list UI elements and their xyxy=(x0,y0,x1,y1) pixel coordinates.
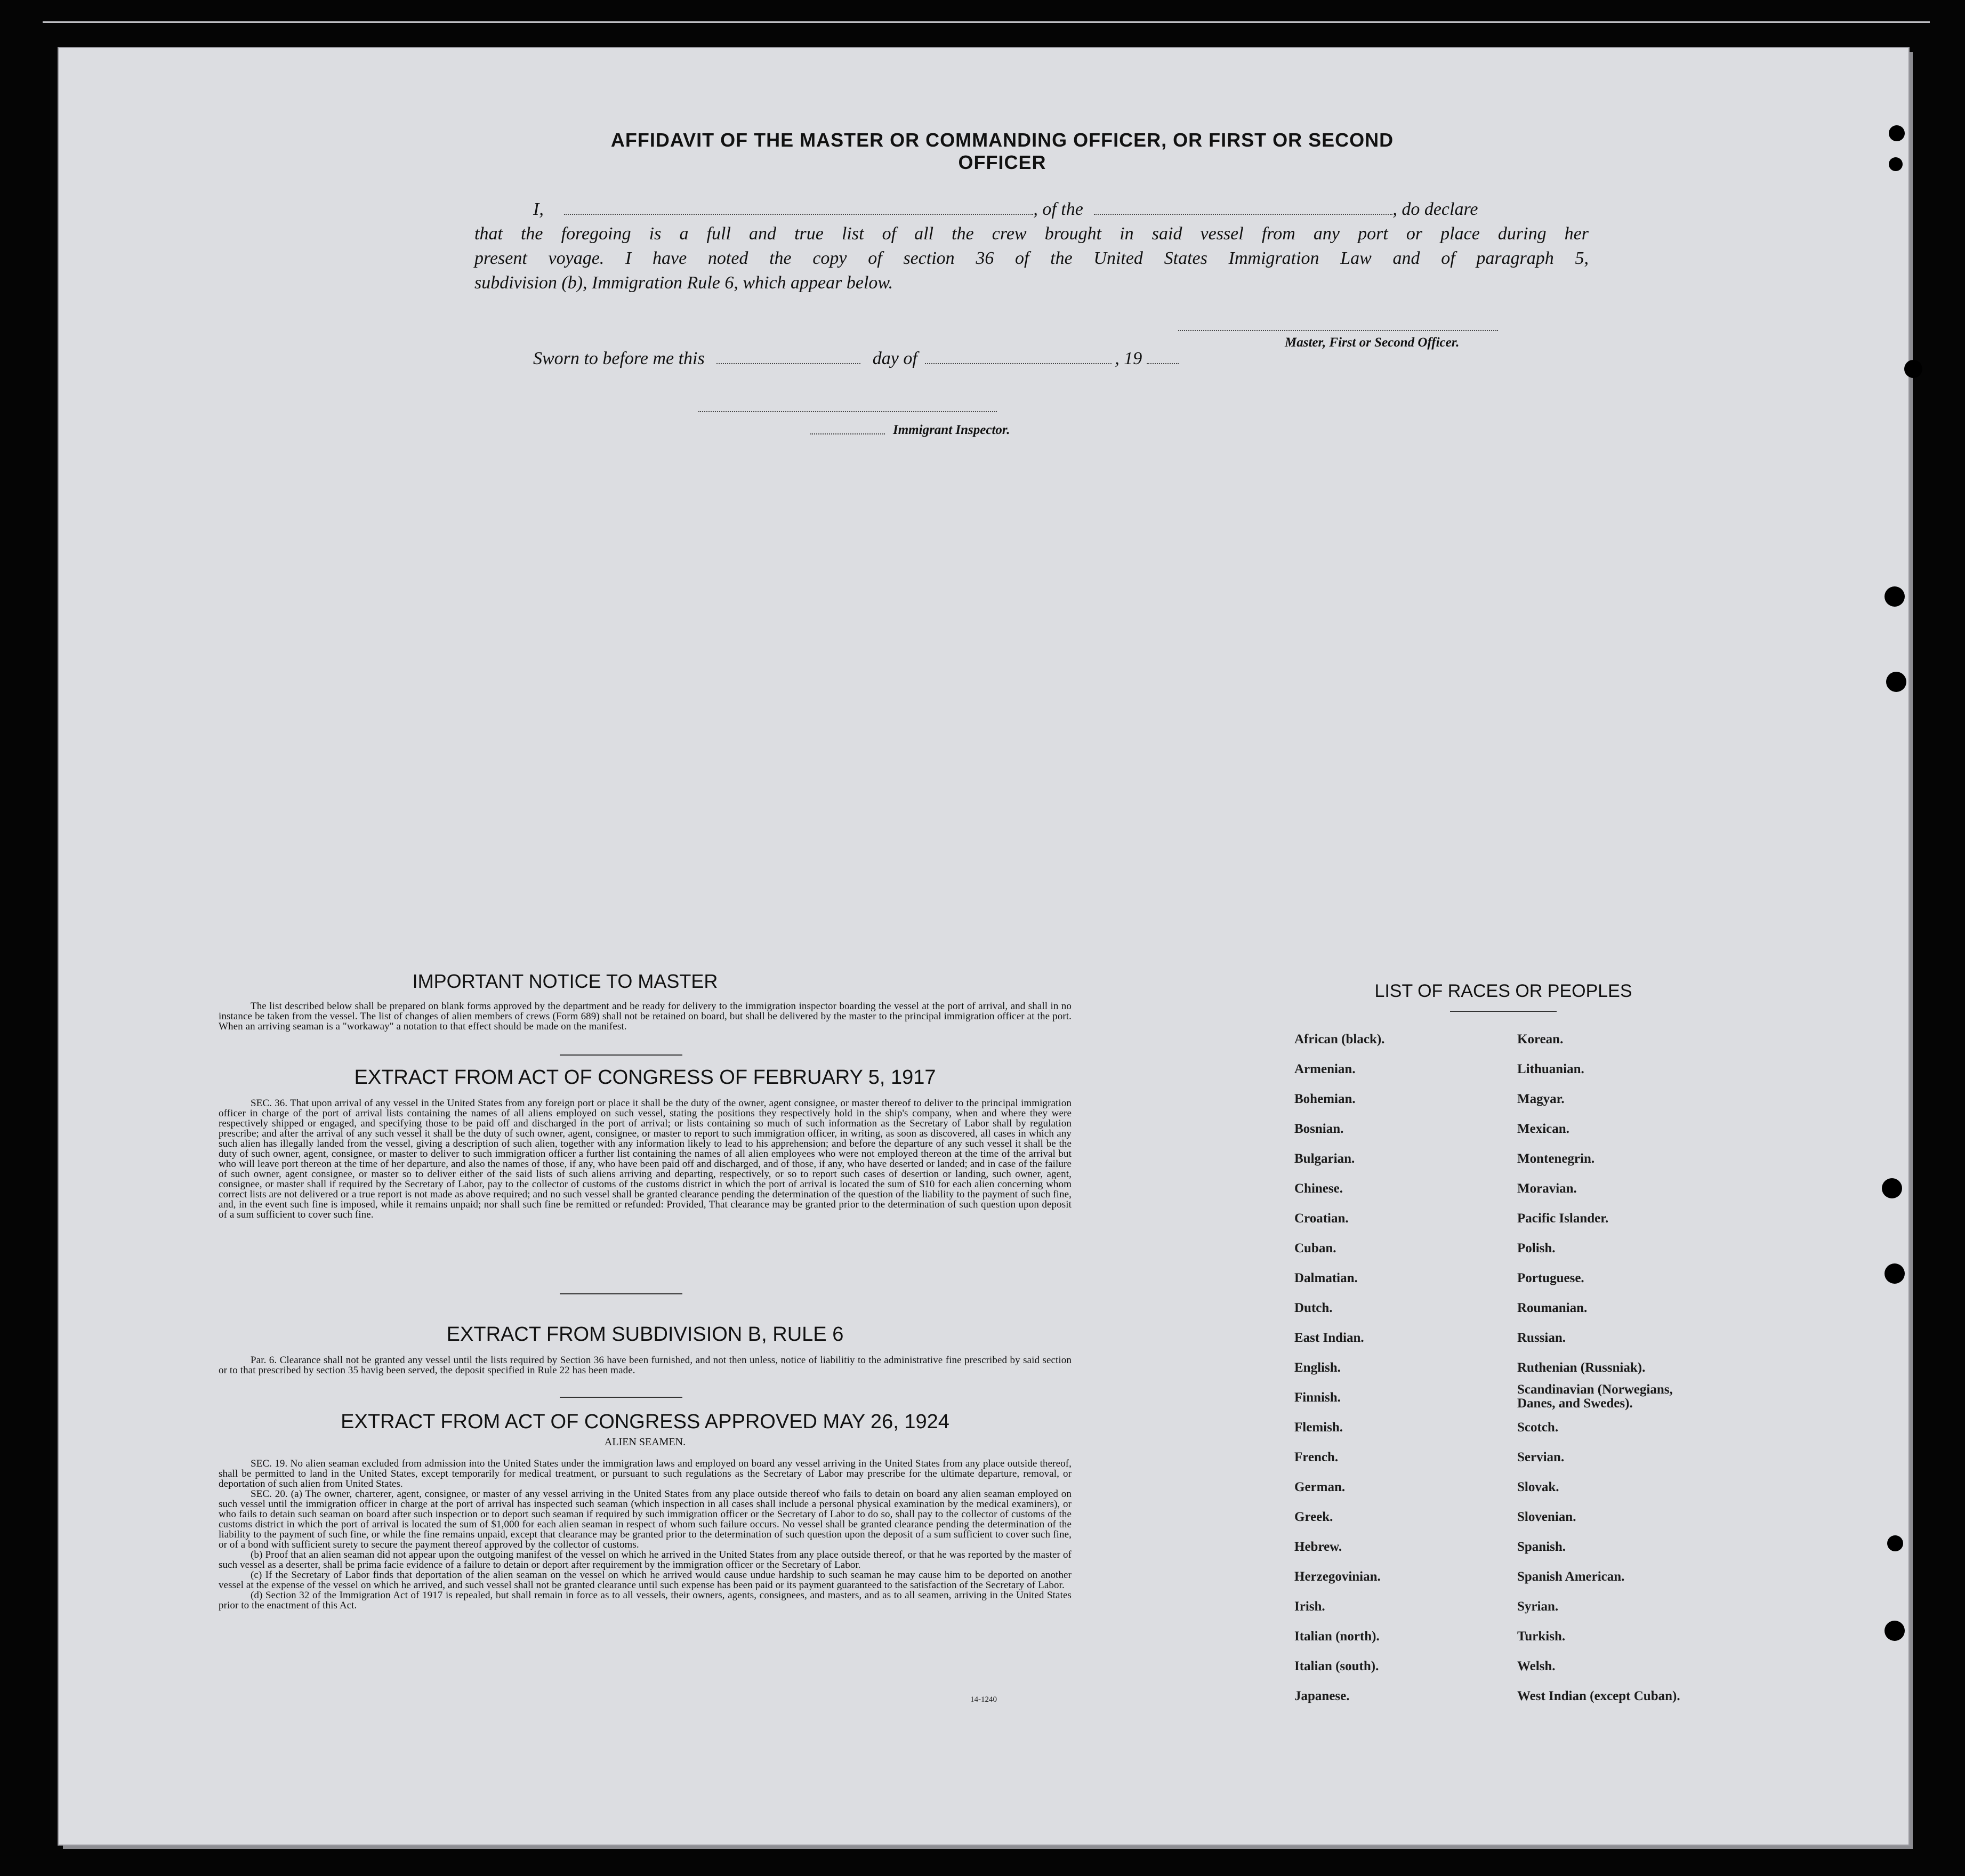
race-item: Japanese. xyxy=(1294,1689,1350,1703)
race-item: Bosnian. xyxy=(1294,1122,1344,1136)
binder-hole xyxy=(1885,1621,1905,1641)
inspector-label: Immigrant Inspector. xyxy=(893,423,1010,437)
paragraph: SEC. 19. No alien seaman excluded from admission into the United States under the immigration laws and employed on board any vessel arriving in the United States from any place outside thereof, shall be permitted to land in the United States, except temporarily for medical treatment, or pursuant to such regulations as the Secretary of Labor may prescribe for the ultimate departure, removal, or deportation of such alien from United States. xyxy=(219,1458,1072,1489)
extract-1917-title: EXTRACT FROM ACT OF CONGRESS OF FEBRUARY 5, 1917 xyxy=(354,1066,936,1089)
sworn-label: Sworn to before me this xyxy=(533,349,705,368)
sworn-day-field[interactable] xyxy=(716,363,860,364)
extract-rule6-title: EXTRACT FROM SUBDIVISION B, RULE 6 xyxy=(446,1323,844,1346)
race-item: Hebrew. xyxy=(1294,1540,1342,1554)
race-item: Dalmatian. xyxy=(1294,1271,1358,1285)
paragraph: SEC. 20. (a) The owner, charterer, agent, consignee, or master of any vessel arriving in the United States from any place outside thereof who fails to detain on board any alien seaman employed on such vessel until the immigration officer in charge at the port of arrival has inspected such seaman (which inspection in all cases shall include a personal physical examination by the medical examiners), or who fails to detain such seaman on board after such inspection or to deport such seaman if required by such immigration officer or the Secretary of Labor to do so, shall pay to the collector of customs of the customs district in which the port of arrival is located the sum of $1,000 for each alien seaman in respect of whom such failure occurs. No vessel shall be granted clearance pending the determination of the liability to the payment of such fine, or while the fine remains unpaid, except that clearance may be granted prior to the determination of such question upon the deposit of a sum sufficient to cover such fine, or of a bond with sufficient surety to secure the payment thereof approved by the collector of customs. xyxy=(219,1488,1072,1550)
document-sheet xyxy=(59,48,1908,1845)
race-item: Portuguese. xyxy=(1517,1271,1584,1285)
race-item: Ruthenian (Russniak). xyxy=(1517,1360,1646,1375)
race-item: Armenian. xyxy=(1294,1062,1356,1076)
binder-hole xyxy=(1885,1263,1905,1284)
sworn-year-field[interactable] xyxy=(1147,363,1179,364)
race-item: Polish. xyxy=(1517,1241,1556,1255)
race-item: Turkish. xyxy=(1517,1629,1566,1644)
race-item: Herzegovinian. xyxy=(1294,1569,1381,1584)
race-item: Roumanian. xyxy=(1517,1301,1588,1315)
race-item: Bohemian. xyxy=(1294,1092,1356,1106)
master-signature-label: Master, First or Second Officer. xyxy=(1285,335,1460,350)
race-item: English. xyxy=(1294,1360,1341,1375)
race-item: Mexican. xyxy=(1517,1122,1569,1136)
vessel-field[interactable] xyxy=(1094,213,1392,215)
name-field[interactable] xyxy=(564,213,1033,215)
of-the-label: , of the xyxy=(1033,199,1083,219)
race-item: Chinese. xyxy=(1294,1181,1343,1196)
race-item: Lithuanian. xyxy=(1517,1062,1584,1076)
i-label: I, xyxy=(533,199,544,219)
race-item: Flemish. xyxy=(1294,1420,1343,1435)
race-item: Slovenian. xyxy=(1517,1510,1576,1524)
race-item: Servian. xyxy=(1517,1450,1565,1464)
paragraph: (b) Proof that an alien seaman did not appear upon the outgoing manifest of the vessel on which he arrived in the United States from any place outside thereof, or that he was reported by the master of such vessel as a deserter, shall be prima facie evidence of a failure to detain or deport after requirement by the immigration officer or the Secretary of Labor. xyxy=(219,1549,1072,1571)
race-item: Welsh. xyxy=(1517,1659,1556,1673)
inspector-dots xyxy=(810,433,885,434)
race-item: Syrian. xyxy=(1517,1599,1559,1614)
paragraph: (d) Section 32 of the Immigration Act of 1917 is repealed, but shall remain in force as to all vessels, their owners, agents, consignees, and masters, and as to all seamen, arriving in the United States prior to the enactment of this Act. xyxy=(219,1590,1072,1611)
binder-hole xyxy=(1889,157,1903,171)
affidavit-title: AFFIDAVIT OF THE MASTER OR COMMANDING OFFICER, OR FIRST OR SECOND OFFICER xyxy=(610,129,1394,173)
affidavit-line-4: subdivision (b), Immigration Rule 6, which appear below. xyxy=(474,273,893,293)
race-item: Bulgarian. xyxy=(1294,1152,1355,1166)
divider xyxy=(1450,1011,1557,1012)
race-item: Cuban. xyxy=(1294,1241,1336,1255)
extract-1924-subtitle: ALIEN SEAMEN. xyxy=(604,1436,686,1448)
binder-hole xyxy=(1904,360,1922,378)
race-item: Italian (south). xyxy=(1294,1659,1379,1673)
affidavit-line-2: that the foregoing is a full and true list of all the crew brought in said vessel from any port or place during her xyxy=(474,224,1589,244)
race-item: Korean. xyxy=(1517,1032,1564,1046)
race-item: Greek. xyxy=(1294,1510,1333,1524)
race-item: West Indian (except Cuban). xyxy=(1517,1689,1680,1703)
binder-hole xyxy=(1886,672,1906,692)
race-item: Slovak. xyxy=(1517,1480,1559,1494)
race-item: East Indian. xyxy=(1294,1331,1364,1345)
sworn-month-field[interactable] xyxy=(925,363,1112,364)
race-item: Scotch. xyxy=(1517,1420,1559,1435)
race-item: French. xyxy=(1294,1450,1339,1464)
binder-hole xyxy=(1887,1535,1903,1551)
race-item: Irish. xyxy=(1294,1599,1325,1614)
extract-1917-text: SEC. 36. That upon arrival of any vessel in the United States from any foreign port or place it shall be the duty of the owner, agent consignee, or master thereof to deliver to the principal immigration officer in charge of the port of arrival lists containing the names of all aliens employed on such vessel, stating the positions they respectively hold in the ship's company, when and where they were respectively shipped or engaged, and specifying those to be paid off and discharged in the port of arrival; or lists containing so much of such information as the Secretary of Labor shall by regulation prescribe; and after the arrival of any such vessel it shall be the duty of such owner, agent, consignee, or master to report to such immigration officer, in writing, as soon as discovered, all cases in which any such alien has illegally landed from the vessel, giving a description of such alien, together with any information likely to lead to his apprehension; and before the departure of any such vessel it shall be the duty of such owner, agent, consignee, or master to deliver to such immigration officer a further list containing the names of all alien employees who were not employed thereon at the time of the arrival but who will leave port thereon at the time of her departure, and also the names of those, if any, who have been paid off and discharged, and of those, if any, who have deserted or landed; and in case of the failure of such owner, agent consignee, or master so to deliver either of the said lists of such aliens arriving and departing, respectively, or so to report such cases of desertion or landing, such owner, agent, consignee, or master shall if required by the Secretary of Labor, pay to the collector of customs of the customs district in which the port of arrival is located the sum of $10 for each alien concerning whom correct lists are not delivered or a true report is not made as above required; and no such vessel shall be granted clearance pending the determination of the question of the liability to the payment of such fine, and, in the event such fine is imposed, while it remains unpaid; nor shall such fine be remitted or refunded: Provided, That clearance may be granted prior to the determination of such question upon deposit of a sum sufficient to cover such fine. xyxy=(219,1098,1072,1220)
extract-1924-text xyxy=(219,1459,1072,1611)
binder-hole xyxy=(1885,586,1905,607)
race-item: Italian (north). xyxy=(1294,1629,1380,1644)
binder-hole xyxy=(1889,125,1905,141)
affidavit-line-3: present voyage. I have noted the copy of section 36 of the United States Immigration Law and of paragraph 5, xyxy=(474,248,1589,268)
race-item: German. xyxy=(1294,1480,1346,1494)
race-item: Scandinavian (Norwegians, Danes, and Swedes). xyxy=(1517,1382,1673,1411)
form-number: 14-1240 xyxy=(970,1695,997,1704)
extract-1924-title: EXTRACT FROM ACT OF CONGRESS APPROVED MAY 26, 1924 xyxy=(341,1411,949,1433)
race-item: Pacific Islander. xyxy=(1517,1211,1609,1226)
race-item: Croatian. xyxy=(1294,1211,1349,1226)
sworn-line xyxy=(533,347,1279,371)
day-of-label: day of xyxy=(872,349,917,368)
race-item: Spanish American. xyxy=(1517,1569,1625,1584)
race-item: Montenegrin. xyxy=(1517,1152,1595,1166)
divider xyxy=(560,1397,682,1398)
binder-hole xyxy=(1882,1178,1902,1198)
notice-title: IMPORTANT NOTICE TO MASTER xyxy=(412,970,718,992)
race-item: African (black). xyxy=(1294,1032,1385,1046)
race-item: Russian. xyxy=(1517,1331,1566,1345)
notice-text: The list described below shall be prepared on blank forms approved by the department and be ready for delivery to the immigration inspector boarding the vessel at the port of arrival, and shall in no instance be taken from the vessel. The list of changes of alien members of crews (Form 689) shall not be retained on board, but shall be delivered by the master to the principal immigration officer at the port. When an arriving seaman is a "workaway" a notation to that effect should be made on the manifest. xyxy=(219,1001,1072,1032)
inspector-signature-line[interactable] xyxy=(698,410,997,412)
do-declare-label: , do declare xyxy=(1392,199,1478,219)
extract-rule6-text: Par. 6. Clearance shall not be granted any vessel until the lists required by Section 36 have been furnished, and not then unless, notice of liabilitiy to the administrative fine prescribed by said section or to that prescribed by section 35 havig been served, the deposit specified in Rule 22 has been made. xyxy=(219,1355,1072,1376)
divider xyxy=(560,1054,682,1056)
race-item: Magyar. xyxy=(1517,1092,1565,1106)
race-item: Finnish. xyxy=(1294,1390,1341,1405)
year-prefix: , 19 xyxy=(1115,349,1142,368)
affidavit-line-1 xyxy=(533,197,1578,222)
divider xyxy=(560,1293,682,1294)
race-item: Spanish. xyxy=(1517,1540,1566,1554)
race-item: Dutch. xyxy=(1294,1301,1333,1315)
races-title: LIST OF RACES OR PEOPLES xyxy=(1374,981,1632,1001)
race-item: Moravian. xyxy=(1517,1181,1577,1196)
paragraph: (c) If the Secretary of Labor finds that deportation of the alien seaman on the vessel on which he arrived would cause undue hardship to such seaman he may cause him to be deported on another vessel at the expense of the vessel on which he arrived, and such vessel shall not be granted clearance until such expense has been paid or its payment guaranteed to the satisfaction of the Secretary of Labor. xyxy=(219,1569,1072,1591)
